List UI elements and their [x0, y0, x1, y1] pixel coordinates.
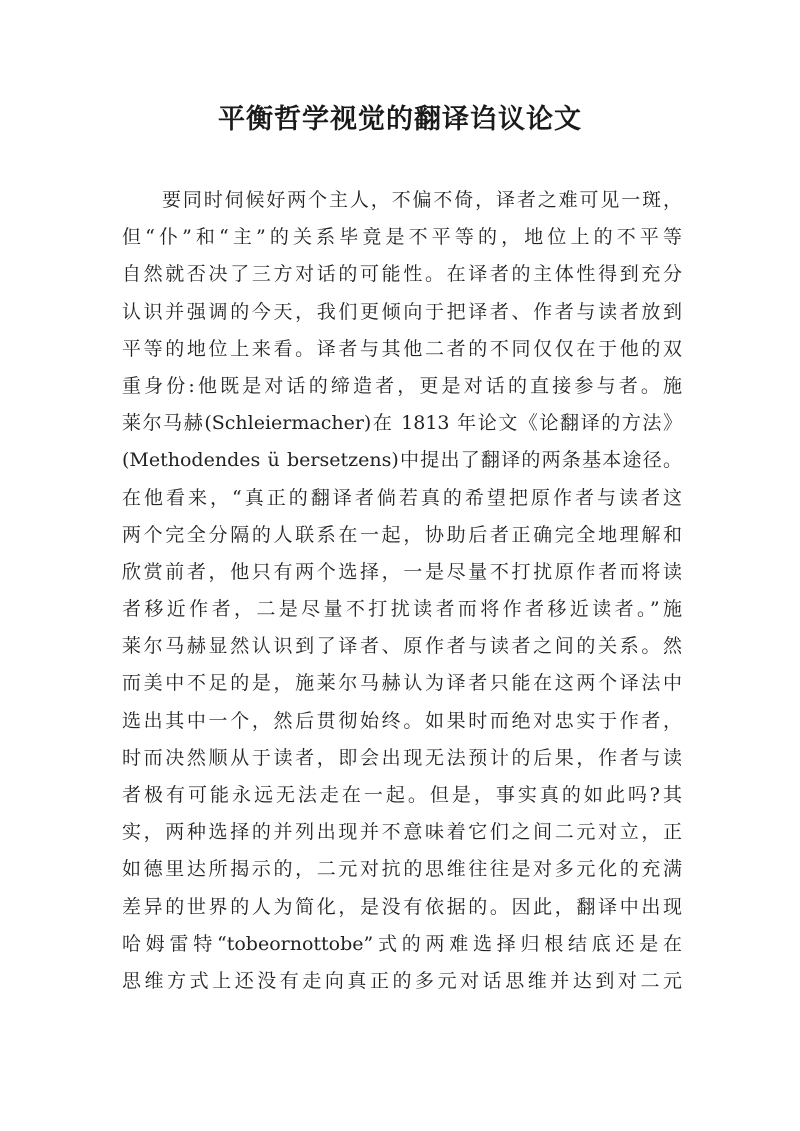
paragraph-line: 两个完全分隔的人联系在一起，协助后者正确完全地理解和 — [122, 523, 682, 546]
document-title: 平衡哲学视觉的翻译诌议论文 — [218, 104, 582, 135]
paragraph-line: 如德里达所揭示的，二元对抗的思维往往是对多元化的充满 — [122, 858, 682, 881]
paragraph-line: 差异的世界的人为简化，是没有依据的。因此，翻译中出现 — [122, 895, 682, 918]
paragraph-line: 者极有可能永远无法走在一起。但是，事实真的如此吗?其 — [122, 784, 682, 806]
paragraph-line: 莱尔马赫显然认识到了译者、原作者与读者之间的关系。然 — [122, 635, 682, 658]
paragraph-line: 自然就否决了三方对话的可能性。在译者的主体性得到充分 — [122, 263, 682, 286]
paragraph-line: 重身份:他既是对话的缔造者，更是对话的直接参与者。施 — [122, 374, 682, 397]
paragraph-line: 欣赏前者，他只有两个选择，一是尽量不打扰原作者而将读 — [122, 560, 682, 583]
paragraph-line: 但“仆”和“主”的关系毕竟是不平等的，地位上的不平等 — [122, 226, 682, 249]
paragraph-line: 哈姆雷特“tobeornottobe”式的两难选择归根结底还是在 — [122, 932, 682, 955]
paragraph — [122, 182, 682, 1000]
paragraph-line: 莱尔马赫(Schleiermacher)在 1813 年论文《论翻译的方法》 — [122, 412, 682, 435]
paragraph-line: 认识并强调的今天，我们更倾向于把译者、作者与读者放到 — [122, 300, 682, 323]
paragraph-line: 而美中不足的是，施莱尔马赫认为译者只能在这两个译法中 — [122, 672, 682, 695]
paragraph-line: 平等的地位上来看。译者与其他二者的不同仅仅在于他的双 — [122, 337, 682, 360]
paragraph-line: (Methodendes ü bersetzens)中提出了翻译的两条基本途径。 — [122, 449, 682, 472]
paragraph-line: 时而决然顺从于读者，即会出现无法预计的后果，作者与读 — [122, 746, 682, 769]
paragraph-line: 思维方式上还没有走向真正的多元对话思维并达到对二元 — [122, 969, 682, 992]
paragraph-line: 实，两种选择的并列出现并不意味着它们之间二元对立，正 — [122, 821, 682, 844]
paragraph-line: 在他看来，“真正的翻译者倘若真的希望把原作者与读者这 — [122, 486, 682, 509]
paragraph-line: 选出其中一个，然后贯彻始终。如果时而绝对忠实于作者， — [122, 709, 682, 732]
paragraph-line: 要同时伺候好两个主人，不偏不倚，译者之难可见一斑， — [162, 189, 682, 211]
paragraph-line: 者移近作者，二是尽量不打扰读者而将作者移近读者。”施 — [122, 598, 682, 621]
